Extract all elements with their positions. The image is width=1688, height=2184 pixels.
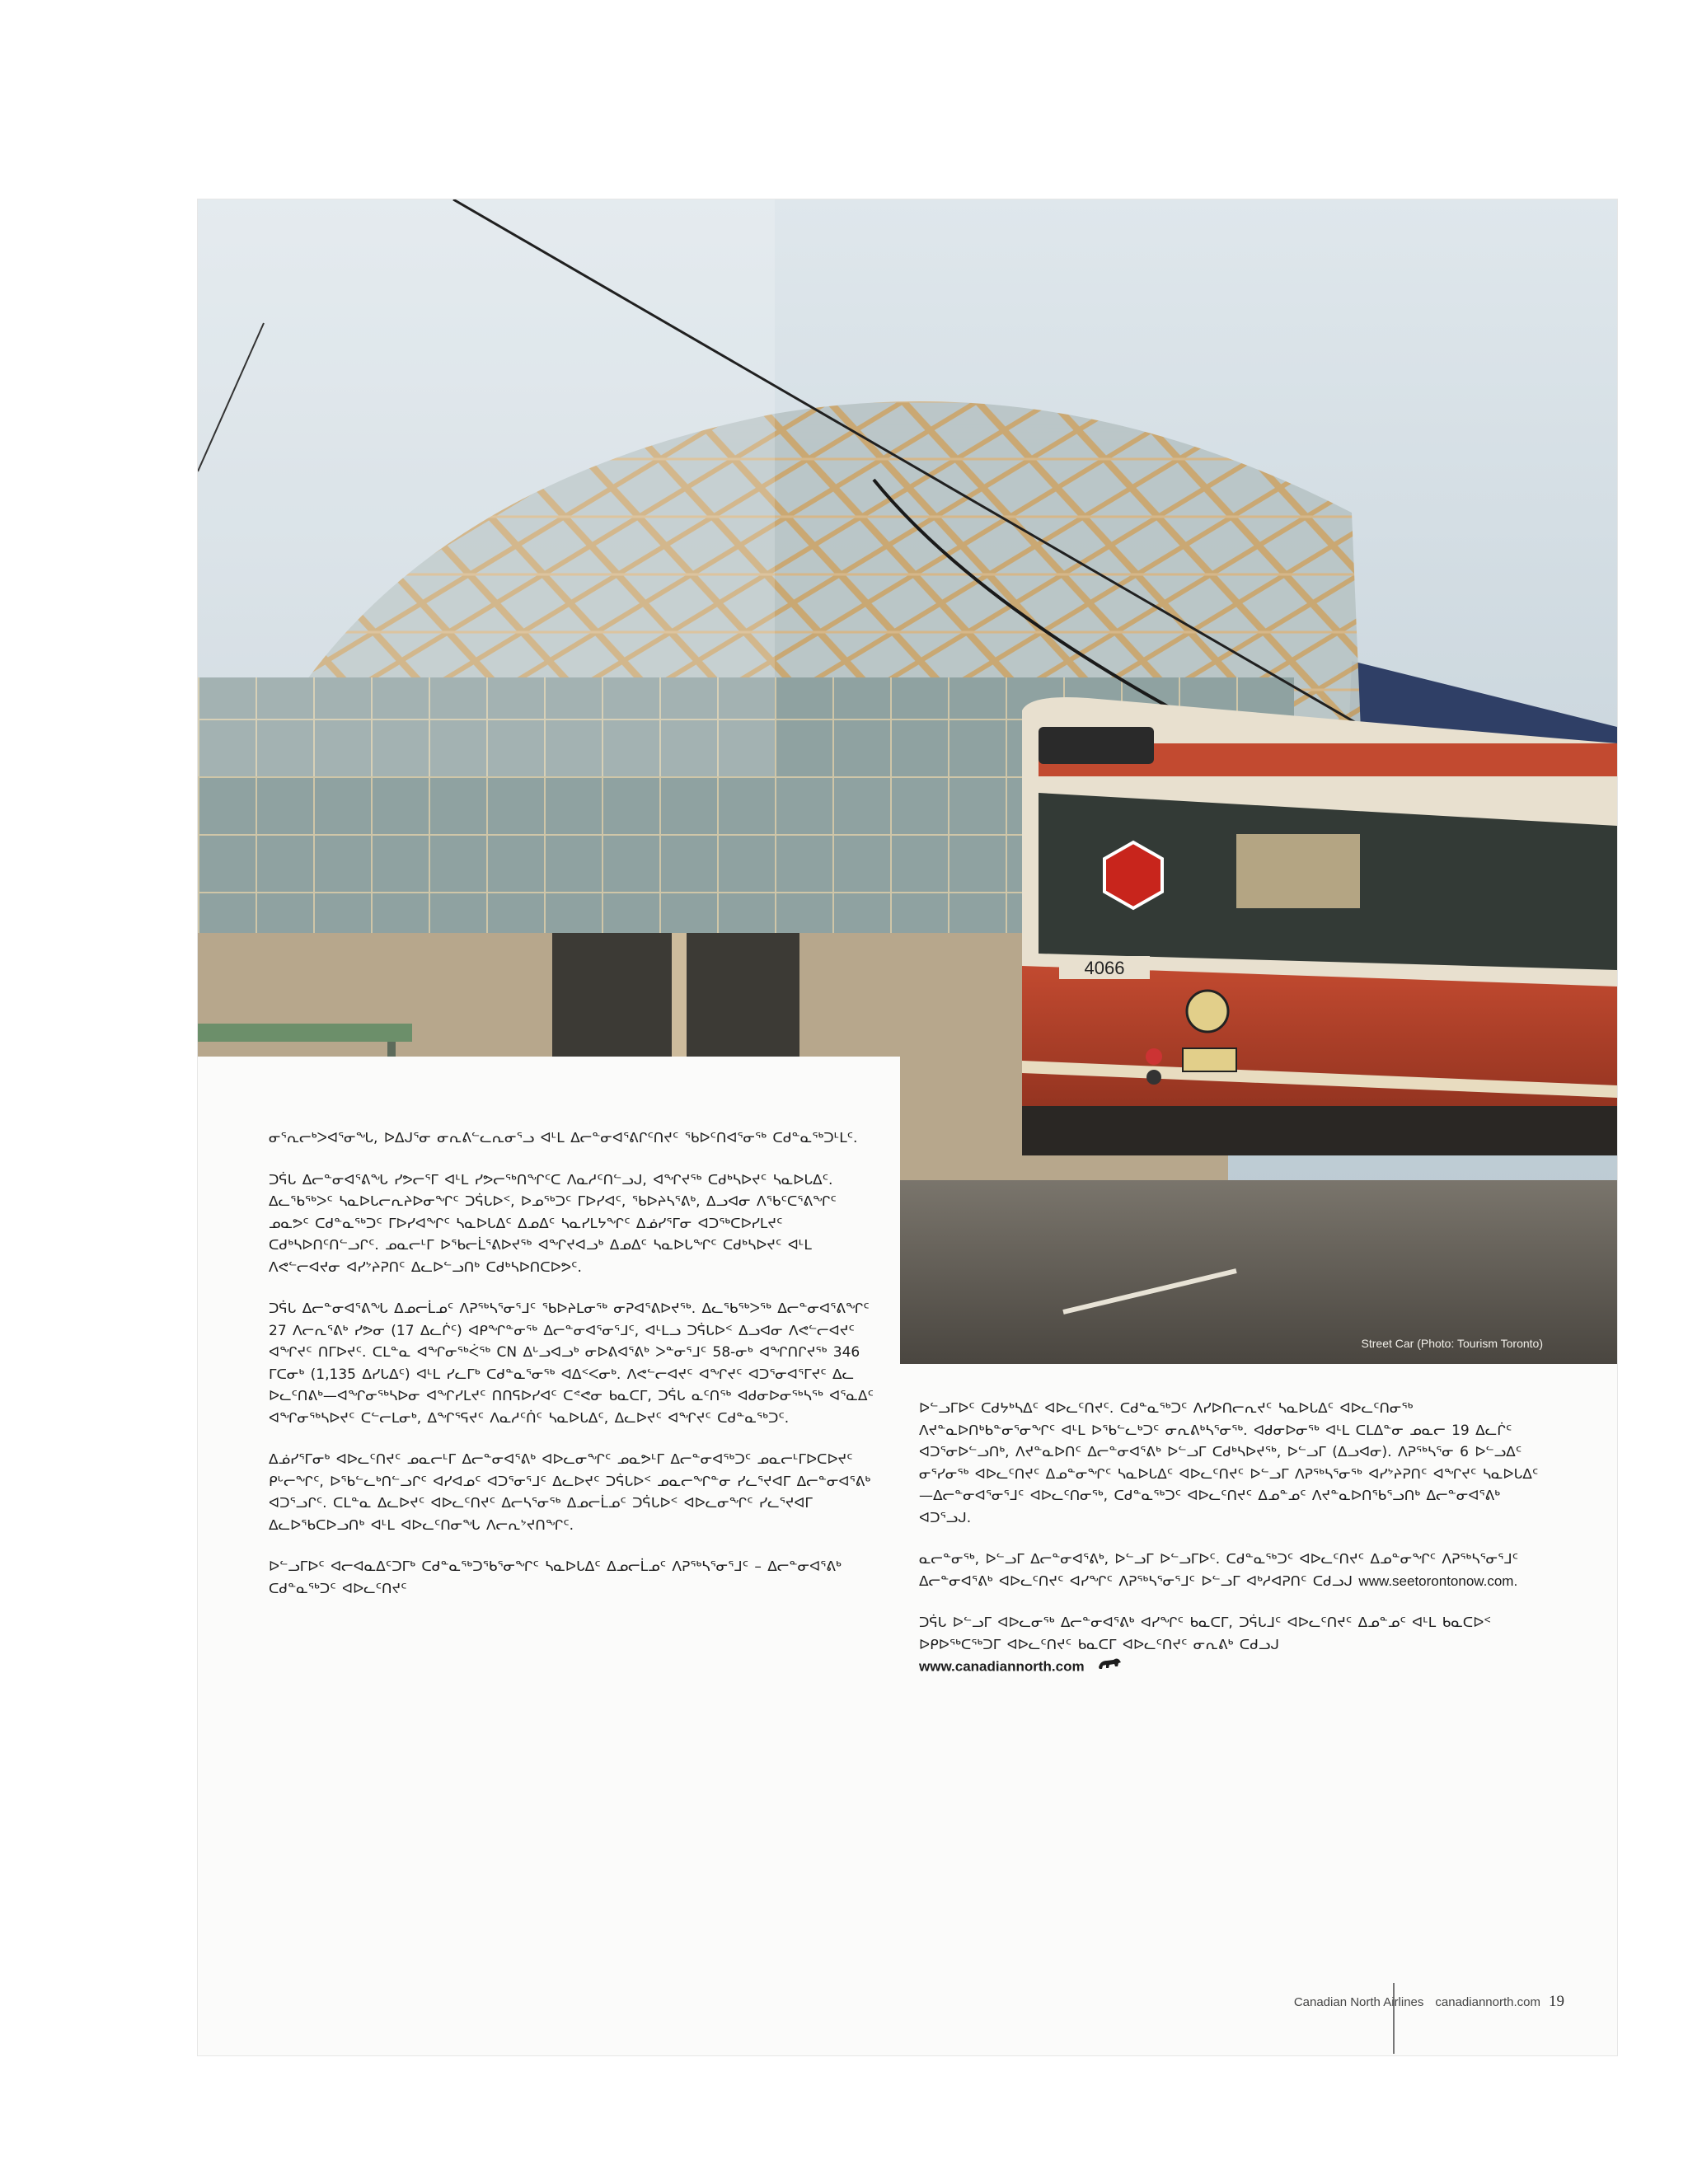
article-paragraph: ᐅᓪᓗᒥᐅᑦ ᑕᑯᔭᒃᓴᐃᑦ ᐊᐅᓚᑦᑎᔪᑦ. ᑕᑯᓐᓇᖅᑐᑦ ᐱᓯᐅᑎᓕᕆᔪᑦ ᓴᓇᐅᒐᐃᑦ ᐊᐅᓚᑦᑎᓂᖅ ᐱᔪᓐᓇᐅᑎᒃᑲᓐᓂᕐᓂᖏᑦ ᐊᒻᒪ ᐅᖃᓪᓚᒃᑐᑦ ᓂᕆᕕᒃᓴᕐᓂᖅ. ᐊᑯᓂᐅᓂᖅ ᐊᒻᒪ ᑕᒪᐃᓐᓂ ᓄᓇᓕ 19 ᐃᓚᒌᑦ ᐊᑐᕐᓂᐅᓪᓗᑎᒃ, ᐱᔪᓐᓇᐅᑎᑦ ᐃᓕᓐᓂᐊᕐᕕᒃ ᐅᓪᓗᒥ ᑕᑯᒃᓴᐅᔪᖅ, ᐅᓪᓗᒥ (ᐃᓗᐊᓂ). ᐱᕈᖅᓴᕐᓂ 6 ᐅᓪᓗᐃᑦ ᓂᕐᓯᓂᖅ ᐊᐅᓚᑦᑎᔪᑦ ᐃᓄᓐᓂᖏᑦ ᓴᓇᐅᒐᐃᑦ ᐊᐅᓚᑦᑎᔪᑦ ᐅᓪᓗᒥ ᐱᕈᖅᓴᕐᓂᖅ ᐊᓯᔾᔨᕈᑎᑦ ᐊᖏᔪᑦ ᓴᓇᐅᒐᐃᑦ—ᐃᓕᓐᓂᐊᕐᓂᕐᒧᑦ ᐊᐅᓚᑦᑎᓂᖅ, ᑕᑯᓐᓇᖅᑐᑦ ᐊᐅᓚᑦᑎᔪᑦ ᐃᓄᓐᓄᑦ ᐱᔪᓐᓇᐅᑎᖃᕐᓗᑎᒃ ᐃᓕᓐᓂᐊᕐᕕᒃ ᐊᑐᕐᓗᒍ.: [919, 1400, 1539, 1526]
streetcar-number: 4066: [1084, 958, 1125, 978]
photo-caption: Street Car (Photo: Tourism Toronto): [1361, 1337, 1543, 1350]
stop-decal: [1104, 842, 1162, 908]
canadian-north-link[interactable]: www.canadiannorth.com: [919, 1658, 1085, 1675]
article-column-right: [919, 1398, 1545, 1698]
article-paragraph: ᑐᕌᒐ ᐃᓕᓐᓂᐊᕐᕕᖓ ᐃᓄᓕᒫᓄᑦ ᐱᕈᖅᓴᕐᓂᕐᒧᑦ ᖃᐅᔨᒪᓂᖅ ᓂᕈᐊᕐᕕᐅᔪᖅ. ᐃᓚᖃᖅᐳᖅ ᐃᓕᓐᓂᐊᕐᕕᖏᑦ 27 ᐱᓕᕆᕐᕕᒃ ᓯᕗᓂ (17 ᐃᓚᒌᑦ) ᐊᑭᖏᓐᓂᖅ ᐃᓕᓐᓂᐊᕐᓂᕐᒧᑦ, ᐊᒻᒪᓗ ᑐᕌᒐᐅᑉ ᐃᓗᐊᓂ ᐱᕙᓪᓕᐊᔪᑦ ᐊᖏᔪᑦ ᑎᒥᐅᔪᑦ. ᑕᒪᓐᓇ ᐊᖏᓂᖅᐹᖅ CN ᐃᒡᓗᐊᓗᒃ ᓂᐅᕕᐊᕐᕕᒃ ᐳᓐᓂᕐᒧᑦ 58-ᓂᒃ ᐊᖏᑎᒋᔪᖅ 346 ᒥᑕᓂᒃ (1,135 ᐃᓯᒐᐃᑦ) ᐊᒻᒪ ᓯᓚᒥᒃ ᑕᑯᓐᓇᕐᓂᖅ ᐊᐃᑉᐸᓂᒃ. ᐱᕙᓪᓕᐊᔪᑦ ᐊᖏᔪᑦ ᐊᑐᕐᓂᐊᕐᒥᔪᑦ ᐃᓚ ᐅᓚᑦᑎᕕᒃ—ᐊᖏᓂᖅᓴᐅᓂ ᐊᖏᓯᒪᔪᑦ ᑎᑎᕋᐅᓯᐊᑦ ᑕᕝᕙᓂ ᑲᓇᑕᒥ, ᑐᕌᒐ ᓇᑦᑎᖅ ᐊᑯᓂᐅᓂᖅᓴᖅ ᐊᕐᓇᐃᑦ ᐊᖏᓂᖅᓴᐅᔪᑦ ᑕᓪᓕᒪᓂᒃ, ᐃᖏᕐᕋᔪᑦ ᐱᓇᓱᑦᑏᑦ ᓴᓇᐅᒐᐃᑦ, ᐃᓚᐅᔪᑦ ᐊᖏᔪᑦ ᑕᑯᓐᓇᖅᑐᑦ.: [269, 1301, 874, 1427]
footer-website: canadiannorth.com: [1435, 1995, 1540, 2009]
article-text: ᓇᓕᓐᓂᖅ, ᐅᓪᓗᒥ ᐃᓕᓐᓂᐊᕐᕕᒃ, ᐅᓪᓗᒥ ᐅᓪᓗᒥᐅᑦ. ᑕᑯᓐᓇᖅᑐᑦ ᐊᐅᓚᑦᑎᔪᑦ ᐃᓄᓐᓂᖏᑦ ᐱᕈᖅᓴᕐᓂᕐᒧᑦ ᐃᓕᓐᓂᐊᕐᕕᒃ ᐊᐅᓚᑦᑎᔪᑦ ᐊᓯᖏᑦ ᐱᕈᖅᓴᕐᓂᕐᒧᑦ ᐅᓪᓗᒥ ᐊᒃᓱᐊᕈᑎᑦ ᑕᑯᓗᒍ: [919, 1551, 1518, 1590]
article-paragraph: [919, 1549, 1545, 1592]
publication-name: Canadian North Airlines: [1293, 1995, 1424, 2009]
article-paragraph: ᐃᓅᓯᕐᒥᓂᒃ ᐊᐅᓚᑦᑎᔪᑦ ᓄᓇᓕᒻᒥ ᐃᓕᓐᓂᐊᕐᕕᒃ ᐊᐅᓚᓂᖏᑦ ᓄᓇᕗᒻᒥ ᐃᓕᓐᓂᐊᖅᑐᑦ ᓄᓇᓕᒻᒥᐅᑕᐅᔪᑦ ᑭᒡᓕᖏᑦ, ᐅᖃᓪᓚᒃᑎᓪᓗᒋᑦ ᐊᓯᐊᓄᑦ ᐊᑐᕐᓂᕐᒧᑦ ᐃᓚᐅᔪᑦ ᑐᕌᒐᐅᑉ ᓄᓇᓕᖏᓐᓂ ᓯᓚᕐᔪᐊᒥ ᐃᓕᓐᓂᐊᕐᕕᒃ ᐊᑐᕐᓗᒋᑦ. ᑕᒪᓐᓇ ᐃᓚᐅᔪᑦ ᐊᐅᓚᑦᑎᔪᑦ ᐃᓕᓴᕐᓂᖅ ᐃᓄᓕᒫᓄᑦ ᑐᕌᒐᐅᑉ ᐊᐅᓚᓂᖏᑦ ᓯᓚᕐᔪᐊᒥ ᐃᓚᐅᖃᑕᐅᓗᑎᒃ ᐊᒻᒪ ᐊᐅᓚᑦᑎᓂᖓ ᐱᓕᕆᔾᔪᑎᖏᑦ.: [269, 1451, 871, 1534]
accessibility-badge: [1187, 991, 1228, 1032]
page-number: 19: [1549, 1993, 1564, 2010]
streetcar: [1022, 697, 1617, 1155]
route-sign: [1236, 834, 1360, 908]
bus-shelter-roof: [198, 1024, 412, 1042]
article-paragraph: ᐅᓪᓗᒥᐅᑦ ᐊᓕᐊᓇᐃᑦᑐᒥᒃ ᑕᑯᓐᓇᖅᑐᖃᕐᓂᖏᑦ ᓴᓇᐅᒐᐃᑦ ᐃᓄᓕᒫᓄᑦ ᐱᕈᖅᓴᕐᓂᕐᒧᑦ – ᐃᓕᓐᓂᐊᕐᕕᒃ ᑕᑯᓐᓇᖅᑐᑦ ᐊᐅᓚᑦᑎᔪᑦ: [269, 1558, 842, 1597]
article-column-left: [269, 1127, 900, 1619]
article-text: ᑐᕌᒐ ᐅᓪᓗᒥ ᐊᐅᓚᓂᖅ ᐃᓕᓐᓂᐊᕐᕕᒃ ᐊᓯᖏᑦ ᑲᓇᑕᒥ, ᑐᕌᒐᒧᑦ ᐊᐅᓚᑦᑎᔪᑦ ᐃᓄᓐᓄᑦ ᐊᒻᒪ ᑲᓇᑕᐅᑉ ᐅᑭᐅᖅᑕᖅᑐᒥ ᐊᐅᓚᑦᑎᔪᑦ ᑲᓇᑕᒥ ᐊᐅᓚᑦᑎᔪᑦ ᓂᕆᕕᒃ ᑕᑯᓗᒍ: [919, 1615, 1491, 1653]
article-paragraph: ᑐᕌᒐ ᐃᓕᓐᓂᐊᕐᕕᖓ ᓯᕗᓕᕐᒥ ᐊᒻᒪ ᓯᕗᓕᖅᑎᖏᑦᑕ ᐱᓇᓱᑦᑎᓪᓗᒍ, ᐊᖏᔪᖅ ᑕᑯᒃᓴᐅᔪᑦ ᓴᓇᐅᒐᐃᑦ. ᐃᓚᖃᖅᐳᑦ ᓴᓇᐅᒐᓕᕆᔨᐅᓂᖏᑦ ᑐᕌᒐᐅᑉ, ᐅᓄᖅᑐᑦ ᒥᐅᓯᐊᑦ, ᖃᐅᔨᓴᕐᕕᒃ, ᐃᓗᐊᓂ ᐱᖃᑦᑕᕐᕕᖏᑦ ᓄᓇᕗᑦ ᑕᑯᓐᓇᖅᑐᑦ ᒥᐅᓯᐊᖏᑦ ᓴᓇᐅᒐᐃᑦ ᐃᓄᐃᑦ ᓴᓇᓯᒪᔭᖏᑦ ᐃᓅᓯᕐᒥᓂ ᐊᑐᖅᑕᐅᓯᒪᔪᑦ ᑕᑯᒃᓴᐅᑎᑦᑎᓪᓗᒋᑦ. ᓄᓇᓕᒻᒥ ᐅᖃᓕᒫᕐᕕᐅᔪᖅ ᐊᖏᔪᐊᓗᒃ ᐃᓄᐃᑦ ᓴᓇᐅᒐᖏᑦ ᑕᑯᒃᓴᐅᔪᑦ ᐊᒻᒪ ᐱᕙᓪᓕᐊᔪᓂ ᐊᓯᔾᔨᕈᑎᑦ ᐃᓚᐅᓪᓗᑎᒃ ᑕᑯᒃᓴᐅᑎᑕᐅᕗᑦ.: [269, 1171, 837, 1276]
polar-bear-icon: [1097, 1656, 1122, 1678]
page-footer: [1218, 1993, 1564, 2011]
article-paragraph: [919, 1612, 1545, 1678]
article-paragraph: ᓂᕐᕆᓕᒃᐳᐊᕐᓂᖓ, ᐅᐃᒍᕐᓂ ᓂᕆᕕᓪᓚᕆᓂᕐᓗ ᐊᒻᒪ ᐃᓕᓐᓂᐊᕐᕕᒋᑦᑎᔪᑦ ᖃᐅᑦᑎᐊᕐᓂᖅ ᑕᑯᓐᓇᖅᑐᒻᒪᑦ.: [269, 1130, 858, 1146]
toronto-tourism-link[interactable]: www.seetorontonow.com.: [1358, 1572, 1518, 1589]
